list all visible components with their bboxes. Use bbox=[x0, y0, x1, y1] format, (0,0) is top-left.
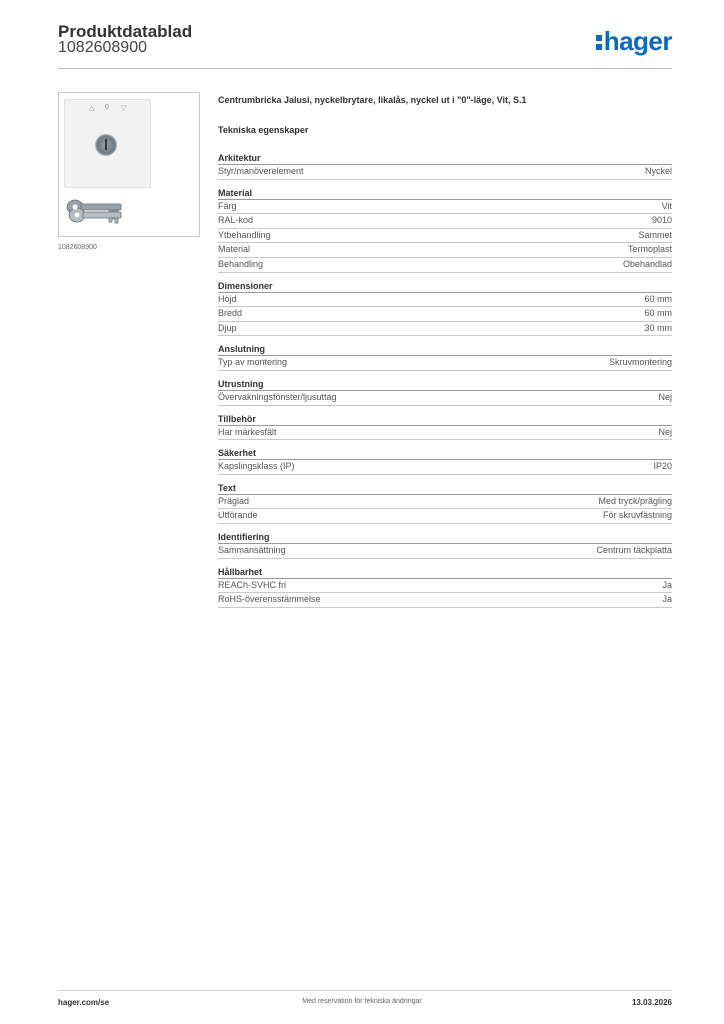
property-value: Nej bbox=[658, 426, 672, 437]
group-title: Hållbarhet bbox=[218, 566, 672, 579]
property-row bbox=[218, 200, 672, 215]
property-row bbox=[218, 165, 672, 180]
property-value: Med tryck/prägling bbox=[598, 495, 672, 506]
property-row bbox=[218, 356, 672, 371]
group-title: Material bbox=[218, 187, 672, 200]
property-label: Material bbox=[218, 244, 251, 255]
technical-data bbox=[218, 95, 672, 615]
property-label: Utförande bbox=[218, 510, 258, 521]
property-group bbox=[218, 343, 672, 371]
logo-colon-icon bbox=[595, 30, 604, 52]
property-row bbox=[218, 243, 672, 258]
property-group bbox=[218, 413, 672, 441]
cover-plate-image bbox=[64, 99, 151, 188]
property-groups bbox=[218, 152, 672, 608]
property-label: Djup bbox=[218, 322, 237, 333]
property-label: Övervakningsfönster/ljusuttag bbox=[218, 391, 337, 402]
property-row bbox=[218, 293, 672, 308]
property-label: RoHS-överensstämmelse bbox=[218, 594, 321, 605]
property-value: För skruvfästning bbox=[602, 510, 672, 521]
group-title: Arkitektur bbox=[218, 152, 672, 165]
down-arrow-symbol: ▽ bbox=[121, 105, 127, 112]
property-value: Vit bbox=[661, 200, 672, 211]
property-row bbox=[218, 579, 672, 594]
group-title: Säkerhet bbox=[218, 447, 672, 460]
footer-notice: Med reservation för tekniska ändringar bbox=[302, 998, 422, 1005]
property-row bbox=[218, 593, 672, 608]
group-title: Tillbehör bbox=[218, 413, 672, 426]
group-title: Identifiering bbox=[218, 531, 672, 544]
property-label: Höjd bbox=[218, 293, 237, 304]
property-row bbox=[218, 495, 672, 510]
property-value: 60 mm bbox=[644, 293, 672, 304]
property-value: Ja bbox=[662, 594, 672, 605]
product-number: 1082608900 bbox=[58, 39, 147, 56]
property-label: Har märkesfält bbox=[218, 426, 277, 437]
property-group bbox=[218, 447, 672, 475]
property-row bbox=[218, 229, 672, 244]
keys-icon bbox=[65, 193, 127, 227]
property-value: Sammet bbox=[638, 229, 672, 240]
footer-date: 13.03.2026 bbox=[631, 998, 672, 1007]
property-group bbox=[218, 187, 672, 273]
property-row bbox=[218, 307, 672, 322]
property-value: Nyckel bbox=[644, 166, 672, 176]
property-label: Färg bbox=[218, 200, 237, 211]
property-group bbox=[218, 378, 672, 406]
section-heading: Tekniska egenskaper bbox=[218, 125, 309, 135]
property-value: 60 mm bbox=[644, 308, 672, 319]
image-caption: 1082608900 bbox=[58, 244, 97, 251]
property-label: Präglad bbox=[218, 495, 250, 506]
property-group bbox=[218, 566, 672, 608]
product-description: Centrumbricka Jalusi, nyckelbrytare, likalås, nyckel ut i "0"-läge, Vit, S.1 bbox=[218, 95, 527, 105]
property-row bbox=[218, 509, 672, 524]
property-row bbox=[218, 460, 672, 475]
zero-symbol: 0 bbox=[105, 104, 109, 111]
property-row bbox=[218, 214, 672, 229]
property-value: Ja bbox=[662, 579, 672, 590]
property-label: Bredd bbox=[218, 308, 243, 319]
property-group bbox=[218, 152, 672, 180]
property-value: Obehandlad bbox=[622, 258, 672, 269]
property-group bbox=[218, 482, 672, 524]
property-value: Nej bbox=[658, 391, 672, 402]
group-title: Dimensioner bbox=[218, 280, 672, 293]
group-title: Utrustning bbox=[218, 378, 672, 391]
product-image bbox=[58, 92, 200, 237]
property-row bbox=[218, 391, 672, 406]
property-row bbox=[218, 258, 672, 273]
group-title: Text bbox=[218, 482, 672, 495]
group-title: Anslutning bbox=[218, 343, 672, 356]
property-label: Styr/manöverelement bbox=[218, 166, 304, 176]
property-group bbox=[218, 531, 672, 559]
keyhole-icon bbox=[95, 134, 117, 156]
property-label: Typ av montering bbox=[218, 357, 288, 368]
footer-website-link[interactable]: hager.com/se bbox=[58, 998, 110, 1007]
property-value: Centrum täckplatta bbox=[596, 544, 672, 555]
property-row bbox=[218, 544, 672, 559]
footer-divider bbox=[58, 990, 672, 991]
property-label: RAL-kod bbox=[218, 215, 254, 226]
up-arrow-symbol: △ bbox=[89, 105, 95, 112]
property-label: Sammansättning bbox=[218, 544, 286, 555]
property-value: Skruvmontering bbox=[608, 357, 672, 368]
property-row bbox=[218, 322, 672, 337]
property-label: Behandling bbox=[218, 258, 264, 269]
property-value: IP20 bbox=[653, 461, 672, 472]
property-label: Ytbehandling bbox=[218, 229, 271, 240]
property-value: 9010 bbox=[651, 215, 672, 226]
property-label: REACh-SVHC fri bbox=[218, 579, 287, 590]
hager-logo[interactable] bbox=[595, 26, 672, 56]
property-value: Termoplast bbox=[627, 244, 672, 255]
header-divider bbox=[58, 68, 672, 69]
property-value: 30 mm bbox=[644, 322, 672, 333]
property-group bbox=[218, 280, 672, 337]
logo-wordmark: hager bbox=[603, 26, 672, 56]
document-title: Produktdatablad bbox=[58, 22, 193, 41]
property-row bbox=[218, 426, 672, 441]
property-label: Kapslingsklass (IP) bbox=[218, 461, 295, 472]
